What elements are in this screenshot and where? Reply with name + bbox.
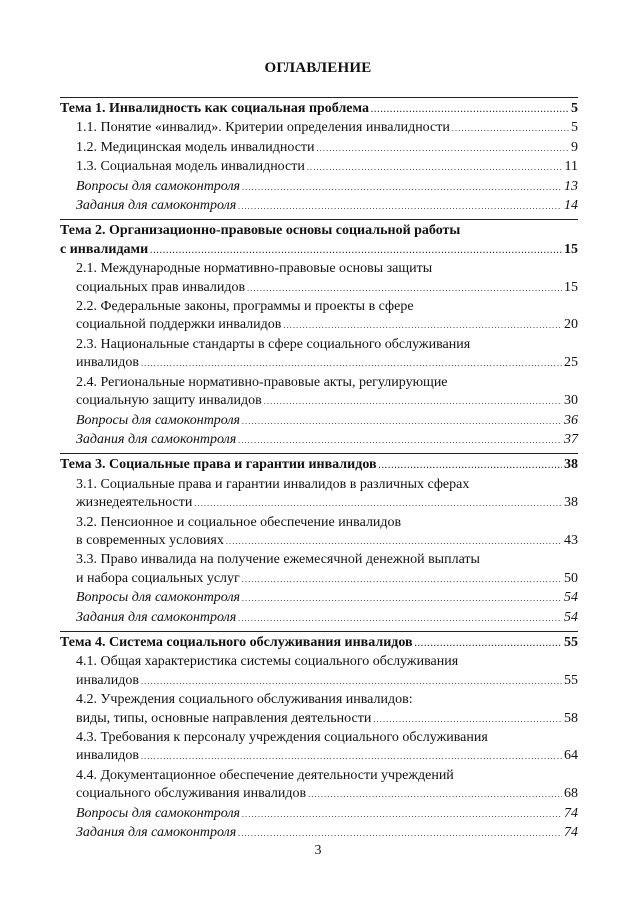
dot-leader — [371, 100, 569, 119]
dot-leader — [238, 824, 562, 843]
entry-title: Вопросы для самоконтроля — [76, 412, 241, 428]
entry-title: Задания для самоконтроля — [76, 609, 237, 625]
toc-entry[interactable] — [60, 139, 578, 158]
entry-title: Вопросы для самоконтроля — [76, 805, 241, 821]
entry-title: Задания для самоконтроля — [76, 198, 237, 214]
topic-title-line: Тема 2. Организационно-правовые основы социальной работы — [60, 223, 461, 239]
dot-leader — [307, 158, 563, 177]
dot-leader — [150, 241, 562, 260]
toc-entry-questions[interactable] — [60, 178, 578, 197]
page-ref: 58 — [564, 710, 578, 726]
toc-entry[interactable] — [60, 336, 578, 374]
dot-leader — [373, 710, 562, 729]
toc-entry-tasks[interactable] — [60, 197, 578, 216]
dot-leader — [242, 178, 562, 197]
page-ref: 30 — [564, 393, 578, 409]
toc-entry-questions[interactable] — [60, 805, 578, 824]
dot-leader — [141, 354, 562, 373]
entry-title-line: 3.3. Право инвалида на получение ежемесячной денежной выплаты — [76, 552, 480, 568]
toc-entry-tasks[interactable] — [60, 609, 578, 628]
page-ref: 55 — [564, 634, 578, 650]
dot-leader — [415, 634, 562, 653]
entry-title: социального обслуживания инвалидов — [76, 786, 307, 802]
toc-entry-questions[interactable] — [60, 412, 578, 431]
page-ref: 11 — [564, 159, 578, 175]
entry-title: инвалидов — [76, 748, 139, 764]
entry-title: Вопросы для самоконтроля — [76, 590, 241, 606]
entry-title: 1.1. Понятие «инвалид». Критерии определения инвалидности — [76, 120, 450, 136]
toc-entry[interactable] — [60, 653, 578, 691]
page-ref: 25 — [564, 355, 578, 371]
entry-title: Задания для самоконтроля — [76, 825, 237, 841]
dot-leader — [238, 197, 562, 216]
entry-title: социальной поддержки инвалидов — [76, 317, 282, 333]
dot-leader — [194, 494, 562, 513]
dot-leader — [226, 532, 562, 551]
entry-title: 1.2. Медицинская модель инвалидности — [76, 139, 315, 155]
toc-entry-tasks[interactable] — [60, 431, 578, 450]
dot-leader — [242, 805, 562, 824]
toc-entry[interactable] — [60, 260, 578, 298]
page-number: 3 — [314, 843, 322, 858]
entry-title: 1.3. Социальная модель инвалидности — [76, 159, 305, 175]
page-ref: 5 — [571, 120, 578, 136]
dot-leader — [317, 139, 569, 158]
page-ref: 5 — [571, 101, 578, 116]
page-ref: 37 — [564, 431, 578, 447]
entry-title: инвалидов — [76, 672, 139, 688]
toc-entry[interactable] — [60, 158, 578, 177]
entry-title: социальную защиту инвалидов — [76, 393, 262, 409]
toc-section — [60, 453, 578, 628]
dot-leader — [242, 570, 562, 589]
dot-leader — [141, 747, 562, 766]
entry-title-line: 2.1. Международные нормативно-правовые основы защиты — [76, 261, 433, 277]
entry-title-line: 3.2. Пенсионное и социальное обеспечение инвалидов — [76, 514, 402, 530]
page-ref: 15 — [564, 241, 578, 257]
toc-entry[interactable] — [60, 729, 578, 767]
toc-entry-tasks[interactable] — [60, 824, 578, 843]
page-ref: 38 — [564, 457, 578, 473]
page-ref: 13 — [564, 178, 578, 194]
toc-entry[interactable] — [60, 374, 578, 412]
page-ref: 74 — [564, 825, 578, 841]
entry-title-line: 4.3. Требования к персоналу учреждения социального обслуживания — [76, 730, 488, 745]
dot-leader — [283, 316, 562, 335]
toc-section — [60, 631, 578, 843]
page-ref: 15 — [564, 279, 578, 295]
dot-leader — [242, 412, 562, 431]
dot-leader — [308, 785, 562, 804]
topic-title: Тема 4. Система социального обслуживания инвалидов — [60, 634, 413, 650]
page-ref: 20 — [564, 317, 578, 333]
entry-title: Вопросы для самоконтроля — [76, 178, 241, 194]
table-of-contents — [60, 97, 578, 846]
topic-title: Тема 1. Инвалидность как социальная проблема — [60, 101, 369, 116]
dot-leader — [238, 609, 562, 628]
dot-leader — [141, 672, 562, 691]
dot-leader — [452, 119, 569, 138]
entry-title: и набора социальных услуг — [76, 570, 240, 586]
entry-title-line: 4.2. Учреждения социального обслуживания инвалидов: — [76, 692, 413, 708]
topic-title: с инвалидами — [60, 241, 149, 257]
toc-section — [60, 97, 578, 216]
dot-leader — [264, 392, 562, 411]
entry-title-line: 2.2. Федеральные законы, программы и проекты в сфере — [76, 299, 414, 315]
entry-title: виды, типы, основные направления деятельности — [76, 710, 372, 726]
toc-entry[interactable] — [60, 119, 578, 138]
toc-topic-heading[interactable] — [60, 100, 578, 119]
toc-entry[interactable] — [60, 514, 578, 552]
page-ref: 74 — [564, 805, 578, 821]
page-ref: 50 — [564, 570, 578, 586]
page-ref: 14 — [564, 198, 578, 214]
dot-leader — [247, 279, 562, 298]
entry-title: жизнедеятельности — [76, 495, 193, 511]
entry-title-line: 2.3. Национальные стандарты в сфере социального обслуживания — [76, 336, 471, 352]
page-ref: 9 — [571, 139, 578, 155]
page-ref: 36 — [564, 412, 578, 428]
toc-entry[interactable] — [60, 767, 578, 805]
page-ref: 54 — [564, 609, 578, 625]
entry-title-line: 3.1. Социальные права и гарантии инвалидов в различных сферах — [76, 476, 470, 492]
page-ref: 68 — [564, 786, 578, 802]
entry-title-line: 2.4. Региональные нормативно-правовые акты, регулирующие — [76, 374, 448, 390]
entry-title: в современных условиях — [76, 532, 224, 548]
page-title: ОГЛАВЛЕНИЕ — [264, 60, 372, 76]
toc-entry[interactable] — [60, 298, 578, 336]
toc-topic-heading[interactable] — [60, 456, 578, 475]
toc-entry-questions[interactable] — [60, 589, 578, 608]
dot-leader — [379, 456, 562, 475]
entry-title: Задания для самоконтроля — [76, 431, 237, 447]
page-ref: 55 — [564, 672, 578, 688]
toc-topic-heading[interactable] — [60, 222, 578, 260]
toc-entry[interactable] — [60, 551, 578, 589]
topic-title: Тема 3. Социальные права и гарантии инвалидов — [60, 457, 377, 473]
toc-entry[interactable] — [60, 476, 578, 514]
entry-title: инвалидов — [76, 355, 139, 371]
entry-title-line: 4.1. Общая характеристика системы социального обслуживания — [76, 654, 459, 670]
entry-title: социальных прав инвалидов — [76, 279, 246, 295]
dot-leader — [242, 589, 562, 608]
toc-topic-heading[interactable] — [60, 634, 578, 653]
entry-title-line: 4.4. Документационное обеспечение деятельности учреждений — [76, 767, 454, 783]
page-ref: 38 — [564, 495, 578, 511]
toc-entry[interactable] — [60, 691, 578, 729]
toc-section — [60, 219, 578, 450]
dot-leader — [238, 431, 562, 450]
page-ref: 64 — [564, 748, 578, 764]
page-ref: 54 — [564, 590, 578, 606]
page-ref: 43 — [564, 532, 578, 548]
